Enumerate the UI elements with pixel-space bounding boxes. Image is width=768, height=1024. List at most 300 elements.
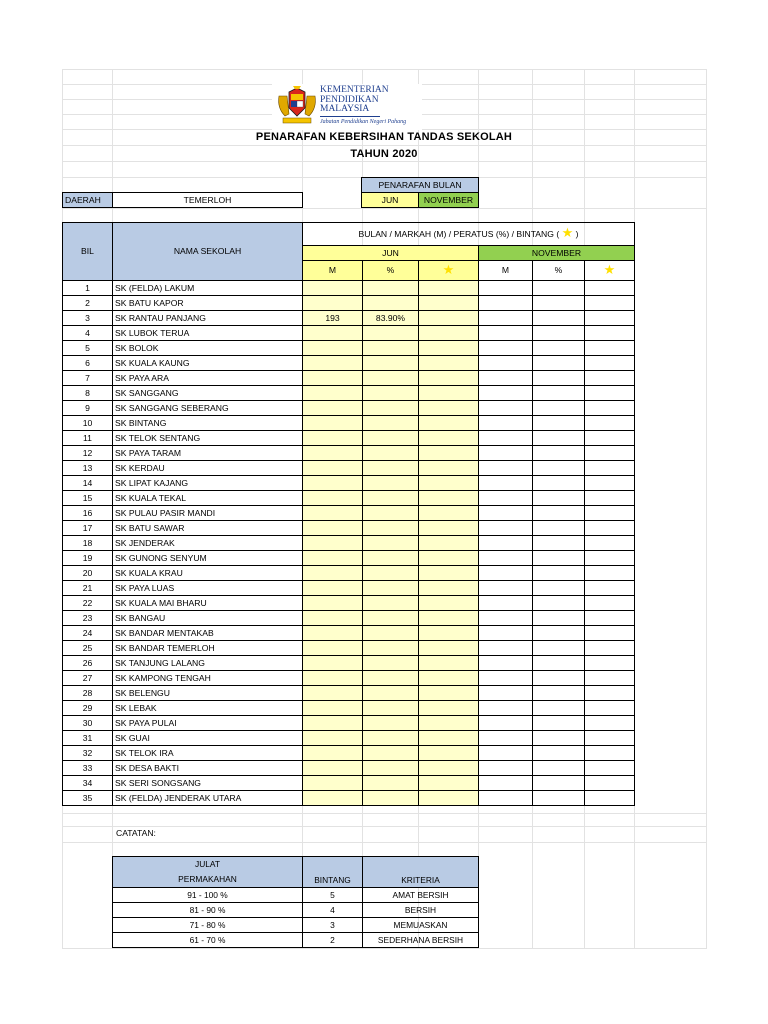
row-jun-m[interactable] xyxy=(303,731,363,746)
row-bil[interactable]: 17 xyxy=(63,521,113,536)
row-bil[interactable]: 11 xyxy=(63,431,113,446)
row-jun-m[interactable] xyxy=(303,791,363,806)
row-nov-star[interactable] xyxy=(585,491,635,506)
legend-stars: 2 xyxy=(303,933,363,948)
row-jun-pct[interactable] xyxy=(363,521,419,536)
row-jun-pct[interactable] xyxy=(363,761,419,776)
row-jun-star[interactable] xyxy=(419,371,479,386)
row-nov-pct[interactable] xyxy=(533,671,585,686)
row-school-name[interactable]: SK PAYA ARA xyxy=(113,371,303,386)
row-nov-pct[interactable] xyxy=(533,641,585,656)
row-jun-star[interactable] xyxy=(419,491,479,506)
row-jun-m[interactable] xyxy=(303,461,363,476)
row-school-name[interactable]: SK BINTANG xyxy=(113,416,303,431)
row-jun-star[interactable] xyxy=(419,326,479,341)
row-nov-m[interactable] xyxy=(479,656,533,671)
row-jun-star[interactable] xyxy=(419,386,479,401)
row-nov-star[interactable] xyxy=(585,281,635,296)
row-jun-star[interactable] xyxy=(419,311,479,326)
row-nov-m[interactable] xyxy=(479,401,533,416)
row-nov-pct[interactable] xyxy=(533,461,585,476)
row-nov-m[interactable] xyxy=(479,791,533,806)
row-nov-m[interactable] xyxy=(479,461,533,476)
row-jun-pct[interactable] xyxy=(363,776,419,791)
row-jun-m[interactable] xyxy=(303,626,363,641)
row-school-name[interactable]: SK BANDAR MENTAKAB xyxy=(113,626,303,641)
row-nov-pct[interactable] xyxy=(533,311,585,326)
row-jun-m[interactable] xyxy=(303,671,363,686)
row-school-name[interactable]: SK KUALA MAI BHARU xyxy=(113,596,303,611)
row-jun-star[interactable] xyxy=(419,476,479,491)
row-jun-star[interactable] xyxy=(419,431,479,446)
row-jun-m[interactable] xyxy=(303,356,363,371)
row-nov-star[interactable] xyxy=(585,326,635,341)
row-nov-m[interactable] xyxy=(479,761,533,776)
row-nov-pct[interactable] xyxy=(533,491,585,506)
row-jun-pct[interactable] xyxy=(363,701,419,716)
row-jun-m[interactable] xyxy=(303,656,363,671)
row-jun-m[interactable] xyxy=(303,521,363,536)
row-nov-star[interactable] xyxy=(585,431,635,446)
row-jun-m[interactable] xyxy=(303,581,363,596)
row-nov-m[interactable] xyxy=(479,326,533,341)
row-nov-star[interactable] xyxy=(585,386,635,401)
row-nov-pct[interactable] xyxy=(533,551,585,566)
row-nov-pct[interactable] xyxy=(533,611,585,626)
row-nov-pct[interactable] xyxy=(533,386,585,401)
row-bil[interactable]: 33 xyxy=(63,761,113,776)
row-jun-pct[interactable] xyxy=(363,431,419,446)
row-jun-pct[interactable] xyxy=(363,746,419,761)
row-jun-star[interactable] xyxy=(419,296,479,311)
row-bil[interactable]: 31 xyxy=(63,731,113,746)
row-jun-star[interactable] xyxy=(419,581,479,596)
row-nov-m[interactable] xyxy=(479,671,533,686)
row-nov-m[interactable] xyxy=(479,746,533,761)
row-nov-m[interactable] xyxy=(479,521,533,536)
row-nov-m[interactable] xyxy=(479,731,533,746)
row-nov-pct[interactable] xyxy=(533,581,585,596)
row-nov-star[interactable] xyxy=(585,356,635,371)
row-nov-m[interactable] xyxy=(479,686,533,701)
row-nov-star[interactable] xyxy=(585,296,635,311)
row-jun-pct[interactable] xyxy=(363,386,419,401)
legend-criteria: SEDERHANA BERSIH xyxy=(363,933,479,948)
row-jun-pct[interactable] xyxy=(363,581,419,596)
row-school-name[interactable]: SK RANTAU PANJANG xyxy=(113,311,303,326)
row-nov-star[interactable] xyxy=(585,686,635,701)
row-school-name[interactable]: SK TELOK IRA xyxy=(113,746,303,761)
row-nov-pct[interactable] xyxy=(533,446,585,461)
row-jun-m[interactable] xyxy=(303,716,363,731)
legend-criteria: BERSIH xyxy=(363,903,479,918)
row-jun-pct[interactable] xyxy=(363,491,419,506)
row-school-name[interactable]: SK KERDAU xyxy=(113,461,303,476)
row-bil[interactable]: 18 xyxy=(63,536,113,551)
row-jun-m[interactable] xyxy=(303,341,363,356)
row-nov-star[interactable] xyxy=(585,611,635,626)
row-jun-m[interactable] xyxy=(303,401,363,416)
grid-line xyxy=(62,161,706,162)
row-nov-star[interactable] xyxy=(585,761,635,776)
row-bil[interactable]: 26 xyxy=(63,656,113,671)
row-school-name[interactable]: SK LIPAT KAJANG xyxy=(113,476,303,491)
row-nov-pct[interactable] xyxy=(533,521,585,536)
row-nov-m[interactable] xyxy=(479,716,533,731)
row-school-name[interactable]: SK SANGGANG xyxy=(113,386,303,401)
row-nov-m[interactable] xyxy=(479,311,533,326)
row-nov-star[interactable] xyxy=(585,401,635,416)
row-bil[interactable]: 7 xyxy=(63,371,113,386)
row-jun-star[interactable] xyxy=(419,641,479,656)
row-jun-m[interactable] xyxy=(303,446,363,461)
row-jun-m[interactable] xyxy=(303,431,363,446)
row-jun-star[interactable] xyxy=(419,656,479,671)
star-icon: ★ xyxy=(561,225,574,240)
row-nov-star[interactable] xyxy=(585,536,635,551)
row-bil[interactable]: 15 xyxy=(63,491,113,506)
row-jun-pct[interactable] xyxy=(363,656,419,671)
row-jun-m[interactable] xyxy=(303,296,363,311)
row-jun-pct[interactable] xyxy=(363,506,419,521)
row-nov-pct[interactable] xyxy=(533,701,585,716)
row-school-name[interactable]: SK (FELDA) JENDERAK UTARA xyxy=(113,791,303,806)
row-jun-pct[interactable] xyxy=(363,626,419,641)
legend-header-range xyxy=(113,857,303,888)
row-school-name[interactable]: SK TANJUNG LALANG xyxy=(113,656,303,671)
row-school-name[interactable]: SK JENDERAK xyxy=(113,536,303,551)
row-nov-star[interactable] xyxy=(585,596,635,611)
row-nov-star[interactable] xyxy=(585,566,635,581)
row-jun-pct[interactable] xyxy=(363,296,419,311)
row-bil[interactable]: 28 xyxy=(63,686,113,701)
row-jun-m[interactable] xyxy=(303,776,363,791)
row-nov-m[interactable] xyxy=(479,416,533,431)
row-nov-star[interactable] xyxy=(585,791,635,806)
row-nov-pct[interactable] xyxy=(533,341,585,356)
row-jun-star[interactable] xyxy=(419,596,479,611)
row-bil[interactable]: 25 xyxy=(63,641,113,656)
row-jun-pct[interactable] xyxy=(363,551,419,566)
row-nov-m[interactable] xyxy=(479,611,533,626)
row-nov-pct[interactable] xyxy=(533,686,585,701)
row-nov-pct[interactable] xyxy=(533,296,585,311)
row-nov-m[interactable] xyxy=(479,476,533,491)
row-nov-star[interactable] xyxy=(585,416,635,431)
row-bil[interactable]: 24 xyxy=(63,626,113,641)
row-jun-star[interactable] xyxy=(419,731,479,746)
row-nov-star[interactable] xyxy=(585,371,635,386)
row-jun-star[interactable] xyxy=(419,416,479,431)
row-school-name[interactable]: SK SERI SONGSANG xyxy=(113,776,303,791)
legend-criteria: AMAT BERSIH xyxy=(363,888,479,903)
row-jun-pct[interactable] xyxy=(363,356,419,371)
row-nov-pct[interactable] xyxy=(533,731,585,746)
table-row xyxy=(63,416,635,431)
row-nov-pct[interactable] xyxy=(533,431,585,446)
legend-range: 91 - 100 % xyxy=(113,888,303,903)
row-jun-m[interactable] xyxy=(303,491,363,506)
row-jun-m[interactable] xyxy=(303,536,363,551)
table-row xyxy=(63,446,635,461)
row-nov-pct[interactable] xyxy=(533,656,585,671)
row-nov-star[interactable] xyxy=(585,701,635,716)
row-jun-pct[interactable] xyxy=(363,416,419,431)
row-jun-star[interactable] xyxy=(419,341,479,356)
row-bil[interactable]: 8 xyxy=(63,386,113,401)
row-school-name[interactable]: SK GUAI xyxy=(113,731,303,746)
row-jun-star[interactable] xyxy=(419,461,479,476)
row-nov-m[interactable] xyxy=(479,296,533,311)
row-jun-m[interactable] xyxy=(303,761,363,776)
row-jun-pct[interactable] xyxy=(363,791,419,806)
row-bil[interactable]: 35 xyxy=(63,791,113,806)
row-nov-pct[interactable] xyxy=(533,401,585,416)
row-jun-star[interactable] xyxy=(419,401,479,416)
row-jun-star[interactable] xyxy=(419,671,479,686)
row-school-name[interactable]: SK PAYA LUAS xyxy=(113,581,303,596)
row-nov-m[interactable] xyxy=(479,551,533,566)
row-school-name[interactable]: SK BATU SAWAR xyxy=(113,521,303,536)
row-bil[interactable]: 27 xyxy=(63,671,113,686)
row-nov-star[interactable] xyxy=(585,671,635,686)
table-row xyxy=(63,401,635,416)
row-nov-pct[interactable] xyxy=(533,746,585,761)
row-jun-m[interactable] xyxy=(303,386,363,401)
row-nov-pct[interactable] xyxy=(533,356,585,371)
row-nov-m[interactable] xyxy=(479,596,533,611)
grid-line xyxy=(62,813,706,814)
row-bil[interactable]: 3 xyxy=(63,311,113,326)
row-nov-star[interactable] xyxy=(585,656,635,671)
row-jun-pct[interactable] xyxy=(363,596,419,611)
row-nov-pct[interactable] xyxy=(533,281,585,296)
table-row xyxy=(63,761,635,776)
row-nov-star[interactable] xyxy=(585,551,635,566)
row-bil[interactable]: 1 xyxy=(63,281,113,296)
row-jun-pct[interactable] xyxy=(363,461,419,476)
row-nov-m[interactable] xyxy=(479,446,533,461)
row-bil[interactable]: 29 xyxy=(63,701,113,716)
row-nov-m[interactable] xyxy=(479,491,533,506)
row-bil[interactable]: 30 xyxy=(63,716,113,731)
table-row xyxy=(63,626,635,641)
row-jun-m[interactable]: 193 xyxy=(303,311,363,326)
row-jun-pct[interactable] xyxy=(363,536,419,551)
row-jun-m[interactable] xyxy=(303,281,363,296)
row-school-name[interactable]: SK BATU KAPOR xyxy=(113,296,303,311)
table-row xyxy=(63,656,635,671)
row-bil[interactable]: 12 xyxy=(63,446,113,461)
row-nov-m[interactable] xyxy=(479,386,533,401)
row-nov-m[interactable] xyxy=(479,626,533,641)
row-nov-star[interactable] xyxy=(585,521,635,536)
row-bil[interactable]: 5 xyxy=(63,341,113,356)
row-jun-star[interactable] xyxy=(419,776,479,791)
row-bil[interactable]: 23 xyxy=(63,611,113,626)
row-school-name[interactable]: SK PAYA TARAM xyxy=(113,446,303,461)
row-bil[interactable]: 14 xyxy=(63,476,113,491)
row-jun-m[interactable] xyxy=(303,551,363,566)
row-bil[interactable]: 32 xyxy=(63,746,113,761)
row-nov-pct[interactable] xyxy=(533,626,585,641)
row-school-name[interactable]: SK BOLOK xyxy=(113,341,303,356)
row-jun-pct[interactable] xyxy=(363,326,419,341)
row-jun-star[interactable] xyxy=(419,746,479,761)
row-nov-star[interactable] xyxy=(585,641,635,656)
row-bil[interactable]: 2 xyxy=(63,296,113,311)
row-nov-star[interactable] xyxy=(585,776,635,791)
row-bil[interactable]: 16 xyxy=(63,506,113,521)
row-nov-pct[interactable] xyxy=(533,716,585,731)
row-bil[interactable]: 6 xyxy=(63,356,113,371)
row-nov-m[interactable] xyxy=(479,641,533,656)
row-jun-pct[interactable] xyxy=(363,731,419,746)
row-school-name[interactable]: SK KUALA TEKAL xyxy=(113,491,303,506)
row-nov-pct[interactable] xyxy=(533,326,585,341)
row-jun-pct[interactable] xyxy=(363,401,419,416)
row-jun-star[interactable] xyxy=(419,566,479,581)
row-nov-m[interactable] xyxy=(479,776,533,791)
row-nov-m[interactable] xyxy=(479,431,533,446)
row-bil[interactable]: 4 xyxy=(63,326,113,341)
row-jun-m[interactable] xyxy=(303,371,363,386)
row-school-name[interactable]: SK LUBOK TERUA xyxy=(113,326,303,341)
row-nov-star[interactable] xyxy=(585,446,635,461)
row-jun-pct[interactable] xyxy=(363,281,419,296)
row-jun-pct[interactable] xyxy=(363,686,419,701)
row-nov-pct[interactable] xyxy=(533,596,585,611)
row-nov-pct[interactable] xyxy=(533,371,585,386)
row-jun-pct[interactable] xyxy=(363,716,419,731)
row-school-name[interactable]: SK TELOK SENTANG xyxy=(113,431,303,446)
row-nov-m[interactable] xyxy=(479,341,533,356)
row-nov-pct[interactable] xyxy=(533,776,585,791)
row-nov-star[interactable] xyxy=(585,476,635,491)
row-nov-star[interactable] xyxy=(585,716,635,731)
row-school-name[interactable]: SK BANDAR TEMERLOH xyxy=(113,641,303,656)
row-jun-m[interactable] xyxy=(303,476,363,491)
row-jun-pct[interactable] xyxy=(363,641,419,656)
row-school-name[interactable]: SK BELENGU xyxy=(113,686,303,701)
row-school-name[interactable]: SK SANGGANG SEBERANG xyxy=(113,401,303,416)
row-bil[interactable]: 9 xyxy=(63,401,113,416)
row-nov-star[interactable] xyxy=(585,311,635,326)
row-nov-pct[interactable] xyxy=(533,476,585,491)
row-jun-star[interactable] xyxy=(419,356,479,371)
row-nov-m[interactable] xyxy=(479,371,533,386)
row-jun-m[interactable] xyxy=(303,746,363,761)
row-jun-m[interactable] xyxy=(303,326,363,341)
row-bil[interactable]: 34 xyxy=(63,776,113,791)
row-school-name[interactable]: SK BANGAU xyxy=(113,611,303,626)
row-jun-star[interactable] xyxy=(419,506,479,521)
table-row xyxy=(63,701,635,716)
row-jun-m[interactable] xyxy=(303,506,363,521)
row-jun-m[interactable] xyxy=(303,686,363,701)
row-bil[interactable]: 19 xyxy=(63,551,113,566)
row-nov-m[interactable] xyxy=(479,281,533,296)
row-jun-pct[interactable] xyxy=(363,446,419,461)
row-jun-pct[interactable] xyxy=(363,611,419,626)
row-nov-star[interactable] xyxy=(585,731,635,746)
row-nov-pct[interactable] xyxy=(533,761,585,776)
row-nov-m[interactable] xyxy=(479,701,533,716)
row-bil[interactable]: 21 xyxy=(63,581,113,596)
row-jun-m[interactable] xyxy=(303,596,363,611)
row-nov-m[interactable] xyxy=(479,536,533,551)
row-nov-m[interactable] xyxy=(479,566,533,581)
row-nov-m[interactable] xyxy=(479,506,533,521)
logo-line: PENDIDIKAN xyxy=(320,94,379,105)
row-jun-pct[interactable] xyxy=(363,671,419,686)
grid-line xyxy=(706,69,707,949)
row-nov-pct[interactable] xyxy=(533,791,585,806)
row-bil[interactable]: 20 xyxy=(63,566,113,581)
row-nov-m[interactable] xyxy=(479,581,533,596)
row-school-name[interactable]: SK PAYA PULAI xyxy=(113,716,303,731)
row-jun-pct[interactable] xyxy=(363,341,419,356)
row-jun-m[interactable] xyxy=(303,641,363,656)
row-jun-pct[interactable] xyxy=(363,476,419,491)
row-jun-star[interactable] xyxy=(419,551,479,566)
row-school-name[interactable]: SK PULAU PASIR MANDI xyxy=(113,506,303,521)
row-jun-m[interactable] xyxy=(303,566,363,581)
row-nov-star[interactable] xyxy=(585,341,635,356)
row-jun-star[interactable] xyxy=(419,521,479,536)
row-jun-pct[interactable] xyxy=(363,566,419,581)
row-jun-star[interactable] xyxy=(419,536,479,551)
row-bil[interactable]: 13 xyxy=(63,461,113,476)
row-nov-star[interactable] xyxy=(585,746,635,761)
row-bil[interactable]: 10 xyxy=(63,416,113,431)
row-nov-pct[interactable] xyxy=(533,416,585,431)
row-jun-m[interactable] xyxy=(303,701,363,716)
row-jun-star[interactable] xyxy=(419,791,479,806)
row-nov-star[interactable] xyxy=(585,461,635,476)
legend-range: 81 - 90 % xyxy=(113,903,303,918)
row-nov-pct[interactable] xyxy=(533,536,585,551)
row-school-name[interactable]: SK (FELDA) LAKUM xyxy=(113,281,303,296)
row-nov-star[interactable] xyxy=(585,626,635,641)
row-nov-m[interactable] xyxy=(479,356,533,371)
row-school-name[interactable]: SK LEBAK xyxy=(113,701,303,716)
row-jun-star[interactable] xyxy=(419,611,479,626)
row-nov-star[interactable] xyxy=(585,581,635,596)
row-nov-pct[interactable] xyxy=(533,566,585,581)
row-nov-pct[interactable] xyxy=(533,506,585,521)
row-jun-star[interactable] xyxy=(419,281,479,296)
row-nov-star[interactable] xyxy=(585,506,635,521)
row-jun-pct[interactable] xyxy=(363,371,419,386)
row-school-name[interactable]: SK GUNONG SENYUM xyxy=(113,551,303,566)
row-jun-m[interactable] xyxy=(303,611,363,626)
row-jun-pct[interactable]: 83.90% xyxy=(363,311,419,326)
row-jun-star[interactable] xyxy=(419,446,479,461)
row-bil[interactable]: 22 xyxy=(63,596,113,611)
row-jun-star[interactable] xyxy=(419,716,479,731)
row-jun-m[interactable] xyxy=(303,416,363,431)
grid-line xyxy=(62,145,706,146)
row-jun-star[interactable] xyxy=(419,761,479,776)
row-jun-star[interactable] xyxy=(419,701,479,716)
row-school-name[interactable]: SK KAMPONG TENGAH xyxy=(113,671,303,686)
row-school-name[interactable]: SK DESA BAKTI xyxy=(113,761,303,776)
row-jun-star[interactable] xyxy=(419,626,479,641)
row-school-name[interactable]: SK KUALA KAUNG xyxy=(113,356,303,371)
row-jun-star[interactable] xyxy=(419,686,479,701)
row-school-name[interactable]: SK KUALA KRAU xyxy=(113,566,303,581)
